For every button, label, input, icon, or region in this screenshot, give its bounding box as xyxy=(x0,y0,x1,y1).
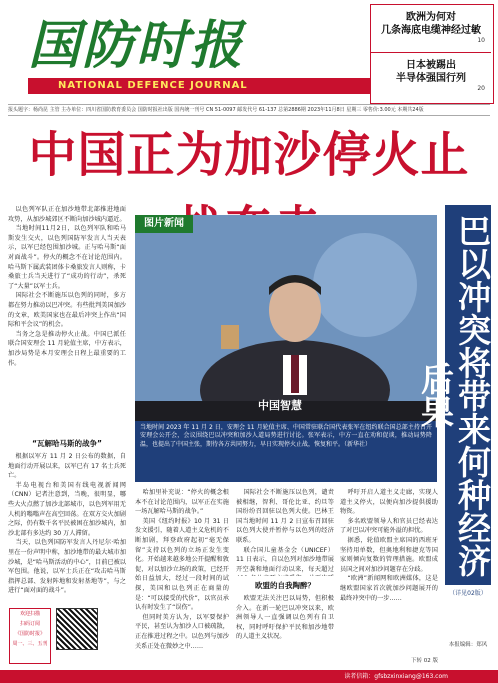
subscribe-promo: 欢迎扫描 扫码订阅 《国防时报》 周一、三、五刊 xyxy=(9,608,51,664)
paragraph: 当地时间11月2日，以色列军队和哈马斯发生交火，以色列国防军发言人当天表示，以军已经包围加沙城。正与哈马斯“面对面战斗”。停火的概念不在讨论范围内。哈马斯下属武装团体卡桑旅发言人则称，卡桑旅士兵当天进行了“成功的行动”，杀死了“大量”以军士兵。 xyxy=(8,225,126,290)
paragraph: 呼吁开启人道主义走廊，实现人道主义停火，以便向加沙提供援助物资。 xyxy=(340,489,438,516)
paragraph: 据悉，轮值欧盟主席国的西班牙坚持用单数，但奥地利和捷克等国家则倾向复数的管理措施。欧盟成员国之间对加沙问题存在分歧。 xyxy=(340,536,438,573)
issue-info-bar: 报头题字：杨尚昆 主管 主办单位：四川省国防教育委员会 国防时报社出版 国内统一刊号 CN 51-0097 邮发代号 61-137 总第2886期 2023年11月8日 星期三 零售价:3.00元 本期共24版 xyxy=(8,104,490,116)
paragraph: 但同时美方认为，以军要保护平民，甚至认为加沙人口被疏散，正在推进过程之中。以色列与加沙关系正处在微妙之中…… xyxy=(135,613,229,650)
paragraph: “欧洲”新闻网和欧洲媒体，这是继欧盟国家首次就加沙问题展开的最终冲突中的一步…… xyxy=(340,575,438,602)
photo-news-tag: 图片新闻 xyxy=(135,215,193,233)
subheading: “瓦解哈马斯的战争” xyxy=(32,439,102,448)
author-credit: 本报编辑：郑风 xyxy=(448,642,488,648)
reader-mailbox-footer: 读者信箱：gfsbzxinxiang@163.com xyxy=(0,670,498,683)
article-column-4 xyxy=(340,488,438,654)
article-column-1 xyxy=(8,205,126,435)
paragraph: 多名欧盟领导人和官员已经表达了对巴以冲突可能外溢的担忧。 xyxy=(340,517,438,535)
article-column-1b xyxy=(8,452,126,602)
paragraph: 国际社会不断施压以色列的同时，多方都在努力推动以巴冲突。有些批判美国加沙的文章，欧美国家也在最后冲突上作出“国际和平会议”的机会。 xyxy=(8,292,126,329)
paragraph: 当务之急是推动停火止战。中国已派任联合国安理会 11 月轮值主席，中方表示，加沙局势是本月安理会日程上最重要的工作。 xyxy=(8,330,126,367)
article-column-3b xyxy=(236,594,334,666)
sidebar-headline[interactable]: 巴以冲突将带来何种经济后果 xyxy=(445,205,491,585)
newspaper-logo: 国防时报 xyxy=(28,15,245,76)
photo-illustration xyxy=(135,215,437,421)
promo-item-2[interactable] xyxy=(371,53,491,101)
front-page-promos xyxy=(370,4,494,104)
photo-caption: 当地时间 2023 年 11 月 2 日，安理会 11 月轮值主席、中国常驻联合国代表张军在纽约联合国总部主持召开安理会公开会，会议围绕巴以冲突和加沙人道局势进行讨论。张军表示，中方一直在劝和促谈，推动局势降温，也提出了中国主张，期待各方共同努力，早日实现停火止战，恢复和平。（新华社） xyxy=(135,421,437,482)
photo-banner: 中国智慧 xyxy=(258,399,302,412)
paragraph: 根据以军方 11 月 2 日公布的数据，自地面行动开展以来，以军已有 17 名士兵死亡。 xyxy=(8,453,126,480)
qr-code-icon[interactable] xyxy=(56,608,98,650)
paragraph: 哈加里补充说：“停火的概念根本不在讨论范围内，以军正在实施一场瓦解哈马斯的战争。” xyxy=(135,489,229,516)
news-photo xyxy=(135,215,437,421)
masthead xyxy=(0,0,498,108)
sidebar-page-note: （详见02版） xyxy=(449,590,487,597)
promo-title: 欧洲为何对 几条海底电缆神经过敏 xyxy=(381,12,481,36)
promo-title: 日本被踢出 半导体强国行列 xyxy=(396,60,466,84)
promo-page: 20 xyxy=(477,85,485,92)
paragraph: 联合国儿童基金会（UNICEF）11 日表示，自以色列对加沙地带展开空袭和地面行动以来，每天超过 xyxy=(236,546,334,573)
promo-item-1[interactable] xyxy=(371,5,491,53)
newspaper-logo-english: NATIONAL DEFENCE JOURNAL xyxy=(28,78,400,94)
paragraph: 美国《纽约时报》10 月 31 日发文援引，随着人道主义危机的不断加剧，拜登政府起初“毫无保留”支持以色列的立场正发生变化。开始越来越多地公开提醒和敦促，对以加沙立场的政策，已经开始日益加大，经过一段时间的试探，美国和以色列正在商量的是：“可以接受的代价”，以官员承认有时发生了“误伤”。 xyxy=(135,517,229,612)
subheading: 欧盟的自我陶醉？ xyxy=(255,581,315,590)
article-column-3 xyxy=(236,488,334,576)
paragraph: 国际社会不断施压以色列，谴责被相继，智利、哥伦比亚、约旦等国纷纷召回驻以色列大使。巴林王国当地时间 11 月 2 日宣布召回驻以色列大使并暂停与以色列的经济联系。 xyxy=(236,489,334,544)
article-column-2 xyxy=(135,488,229,666)
paragraph: 当天，以色列国防军发言人丹尼尔·哈加里在一份声明中称，加沙地带的最大城市加沙城，是“哈马斯活动的中心”，目前已被以军包围。他说，以军士兵正在“攻击哈马斯指挥总部、发射阵地和发射基地等”，与之进行“面对面的战斗”。 xyxy=(8,539,126,595)
paragraph: 欧盟无法关注巴以局势，但积极介入。在新一轮巴以冲突以来，欧洲领导人一直强调以色列有自卫权，同时呼吁保护平民和加沙地带的人道主义状况。 xyxy=(236,595,334,641)
continued-note[interactable]: 下转 02 版 xyxy=(411,658,438,664)
page-headline: 中国正为加沙停火止 xyxy=(28,127,470,183)
paragraph: 半岛电视台和美国有线电视新闻网（CNN）记者注意到，当晚，很明显，哪些大火点燃了加沙北部城市，以色列军用无人机的嗡嗡声在高空回荡。在双方交火加剧之际，仍有数千名平民被困在加沙城内，加沙北部有多达约 30 万人滞留。 xyxy=(8,481,126,537)
paragraph: 以色列军队正在加沙地带北部推进地面攻势，从加沙城郊区不断向加沙城内逼近。 xyxy=(8,206,126,223)
promo-page: 10 xyxy=(477,37,485,44)
